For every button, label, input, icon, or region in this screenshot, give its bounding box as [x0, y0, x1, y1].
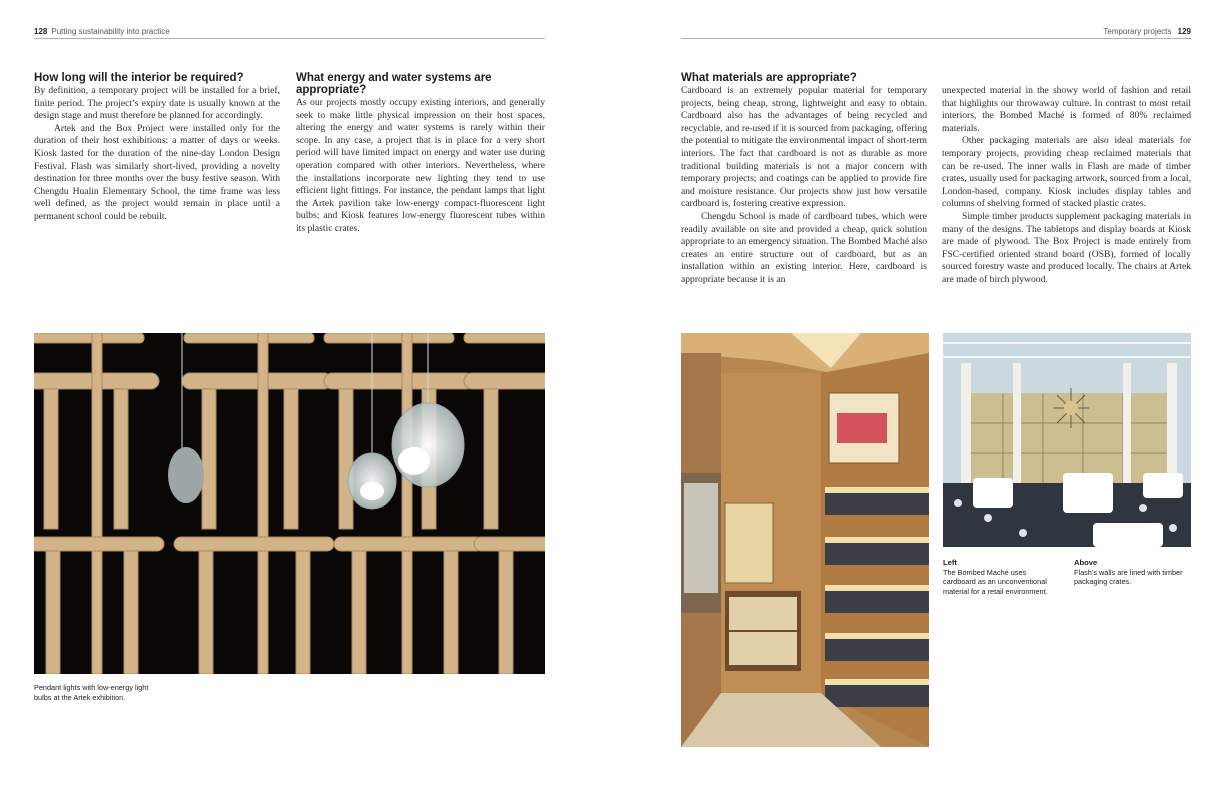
artek-pendant-photo — [34, 333, 545, 674]
caption-artek: Pendant lights with low-energy light bulbs at the Artek exhibition. — [34, 683, 149, 702]
caption-above-image — [1074, 558, 1191, 587]
running-title-right: Temporary projects — [1103, 27, 1172, 36]
page-number-left: 128 — [34, 27, 48, 36]
body-paragraph: Other packaging materials are also ideal materials for temporary projects, providing cheap reclaimed materials that can be re-used. The inner walls in Flash are made of timber crates, usually used for packaging artwork, sourced from a local, London-based, company. Kiosk includes display tables and columns of shelving formed of stacked plastic crates. — [942, 135, 1191, 210]
running-title-left: Putting sustainability into practice — [51, 27, 170, 36]
section-heading: What energy and water systems are appropriate? — [296, 72, 492, 96]
flash-restaurant-photo — [943, 333, 1191, 547]
body-paragraph: Cardboard is an extremely popular material for temporary projects, being cheap, strong, lightweight and easy to obtain. Cardboard also has the advantages of being recycled and recyclable, and re-used if it is sourced from packaging, offering the potential to mitigate the environmental impact of short-term interiors. The fact that cardboard is not as durable as more traditional building materials is not a major concern with temporary projects; and coatings can be applied to provide fire and moisture resistance. Our projects show just how versatile cardboard is, fostering creative expression. — [681, 85, 927, 210]
body-paragraph: By definition, a temporary project will be installed for a brief, finite period. The project’s expiry date is usually known at the design stage and must therefore be planned for accordingly. — [34, 85, 280, 122]
text-column-materials-1 — [681, 72, 927, 287]
caption-left-image — [943, 558, 1061, 596]
text-column-energy — [296, 72, 545, 236]
header-rule-left — [34, 38, 545, 39]
caption-text-above: Flash’s walls are lined with timber packaging crates. — [1074, 567, 1183, 587]
artek-photo-illustration — [34, 333, 545, 674]
section-heading: What materials are appropriate? — [681, 72, 857, 84]
caption-label-above: Above — [1074, 558, 1098, 567]
section-heading: How long will the interior be required? — [34, 72, 244, 84]
header-rule-right — [681, 38, 1191, 39]
bombed-mache-illustration — [681, 333, 929, 747]
page-number-right: 129 — [1177, 27, 1191, 36]
text-column-materials-2 — [942, 85, 1191, 287]
flash-restaurant-illustration — [943, 333, 1191, 547]
running-header-left — [34, 27, 170, 36]
body-paragraph: As our projects mostly occupy existing interiors, and generally seek to make little physical impression on their host spaces, altering the energy and water systems is rarely within their scope. In any case, a project that is in place for a very short period will have limited impact on energy and water use during operation compared with other interiors. Nevertheless, where the installations incorporate new lighting they tend to use efficient light fittings. For instance, the pendant lamps that light the Artek pavilion take low-energy compact-fluorescent light bulbs; and Kiosk features low-energy fluorescent tubes within its plastic crates. — [296, 97, 545, 234]
body-paragraph: Chengdu School is made of cardboard tubes, which were readily available on site and provided a cheap, quick solution appropriate to an emergency situation. The Bombed Maché also creates an entire structure out of cardboard, but as an installation within an existing interior. Here, cardboard is appropriate because it is an — [681, 210, 927, 285]
body-paragraph: Simple timber products supplement packaging materials in many of the designs. The tabletops and display boards at Kiosk are made of plywood. The Box Project is made entirely from FSC-certified oriented strand board (OSB), formed of locally sourced forestry waste and produced locally. The chairs at Artek are made of birch plywood. — [942, 210, 1191, 285]
caption-label-left: Left — [943, 558, 957, 567]
bombed-mache-photo — [681, 333, 929, 747]
running-header-right — [1103, 27, 1191, 36]
body-paragraph: unexpected material in the showy world of fashion and retail that highlights our throwaway culture. In contrast to most retail interiors, the Bombed Maché is formed of 80% reclaimed materials. — [942, 85, 1191, 134]
caption-text-left: The Bombed Maché uses cardboard as an unconventional material for a retail environment. — [943, 567, 1048, 596]
body-paragraph: Artek and the Box Project were installed only for the duration of their host exhibitions: a matter of days or weeks. Kiosk lasted for the duration of the nine-day London Design Festival. Flash was similarly short-lived, providing a novelty destination for three months over the busy festive season. With Chengdu Hualin Elementary School, the time frame was less well defined, as the project would remain in place until a permanent school could be rebuilt. — [34, 122, 280, 222]
text-column-duration — [34, 72, 280, 224]
